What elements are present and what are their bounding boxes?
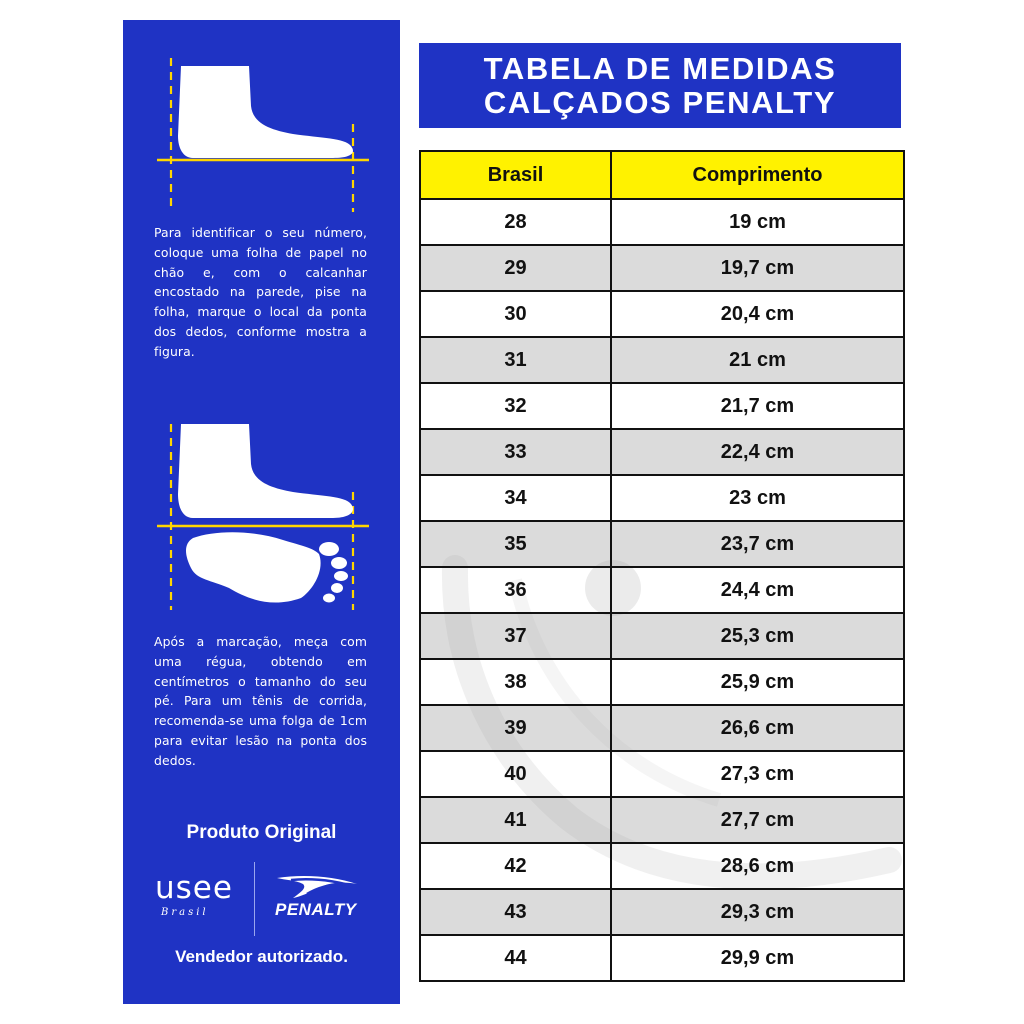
table-header-row [420,151,904,199]
brand-logos [123,860,400,940]
penalty-logo-mark [273,874,361,900]
size-brasil-cell: 33 [420,429,611,475]
size-length-cell: 27,3 cm [611,751,904,797]
table-row [420,245,904,291]
original-product-label: Produto Original [186,822,337,843]
title-line-2: CALÇADOS PENALTY [483,85,837,120]
sidebar-panel [123,20,400,1004]
table-row [420,429,904,475]
table-row [420,521,904,567]
size-brasil-cell: 43 [420,889,611,935]
size-brasil-cell: 42 [420,843,611,889]
title-line-1: TABELA DE MEDIDAS [483,51,837,86]
table-row [420,199,904,245]
size-length-cell: 22,4 cm [611,429,904,475]
size-length-cell: 27,7 cm [611,797,904,843]
size-brasil-cell: 31 [420,337,611,383]
table-row [420,843,904,889]
size-brasil-cell: 32 [420,383,611,429]
instruction-text-2: Após a marcação, meça com uma régua, obtendo em centímetros o tamanho do seu pé. Para um tênis de corrida, recomenda-se uma folga de 1cm para evitar lesão na ponta dos dedos. [154,634,367,768]
authorized-seller-label: Vendedor autorizado. [175,947,348,966]
foot-side-icon [153,56,373,216]
size-length-cell: 25,3 cm [611,613,904,659]
size-brasil-cell: 34 [420,475,611,521]
size-brasil-cell: 36 [420,567,611,613]
table-row [420,751,904,797]
table-row [420,337,904,383]
usee-logo-subtitle: Brasil [161,907,209,918]
instruction-text-1: Para identificar o seu número, coloque uma folha de papel no chão e, com o calcanhar encostado na parede, pise na folha, marque o local da ponta dos dedos, conforme mostra a figura. [154,225,367,359]
size-brasil-cell: 37 [420,613,611,659]
table-row [420,475,904,521]
size-table-container [419,150,903,980]
size-length-cell: 29,9 cm [611,935,904,981]
size-length-cell: 28,6 cm [611,843,904,889]
table-row [420,613,904,659]
penalty-logo: PENALTY [275,900,357,919]
size-length-cell: 21 cm [611,337,904,383]
size-brasil-cell: 30 [420,291,611,337]
size-length-cell: 29,3 cm [611,889,904,935]
size-length-cell: 26,6 cm [611,705,904,751]
header-brasil: Brasil [420,151,611,199]
size-length-cell: 23 cm [611,475,904,521]
header-comprimento: Comprimento [611,151,904,199]
size-brasil-cell: 40 [420,751,611,797]
size-length-cell: 24,4 cm [611,567,904,613]
size-brasil-cell: 38 [420,659,611,705]
size-length-cell: 20,4 cm [611,291,904,337]
table-row [420,291,904,337]
size-length-cell: 21,7 cm [611,383,904,429]
size-length-cell: 23,7 cm [611,521,904,567]
table-row [420,889,904,935]
size-brasil-cell: 35 [420,521,611,567]
logo-divider [254,862,255,936]
page-title [419,43,901,128]
size-brasil-cell: 41 [420,797,611,843]
table-row [420,935,904,981]
table-row [420,567,904,613]
size-brasil-cell: 44 [420,935,611,981]
table-row [420,705,904,751]
size-brasil-cell: 28 [420,199,611,245]
size-length-cell: 19,7 cm [611,245,904,291]
usee-logo: usee [155,870,233,906]
table-row [420,659,904,705]
size-brasil-cell: 39 [420,705,611,751]
table-row [420,797,904,843]
table-row [420,383,904,429]
size-table [419,150,905,982]
size-length-cell: 25,9 cm [611,659,904,705]
size-brasil-cell: 29 [420,245,611,291]
foot-top-icon [153,422,373,612]
size-length-cell: 19 cm [611,199,904,245]
